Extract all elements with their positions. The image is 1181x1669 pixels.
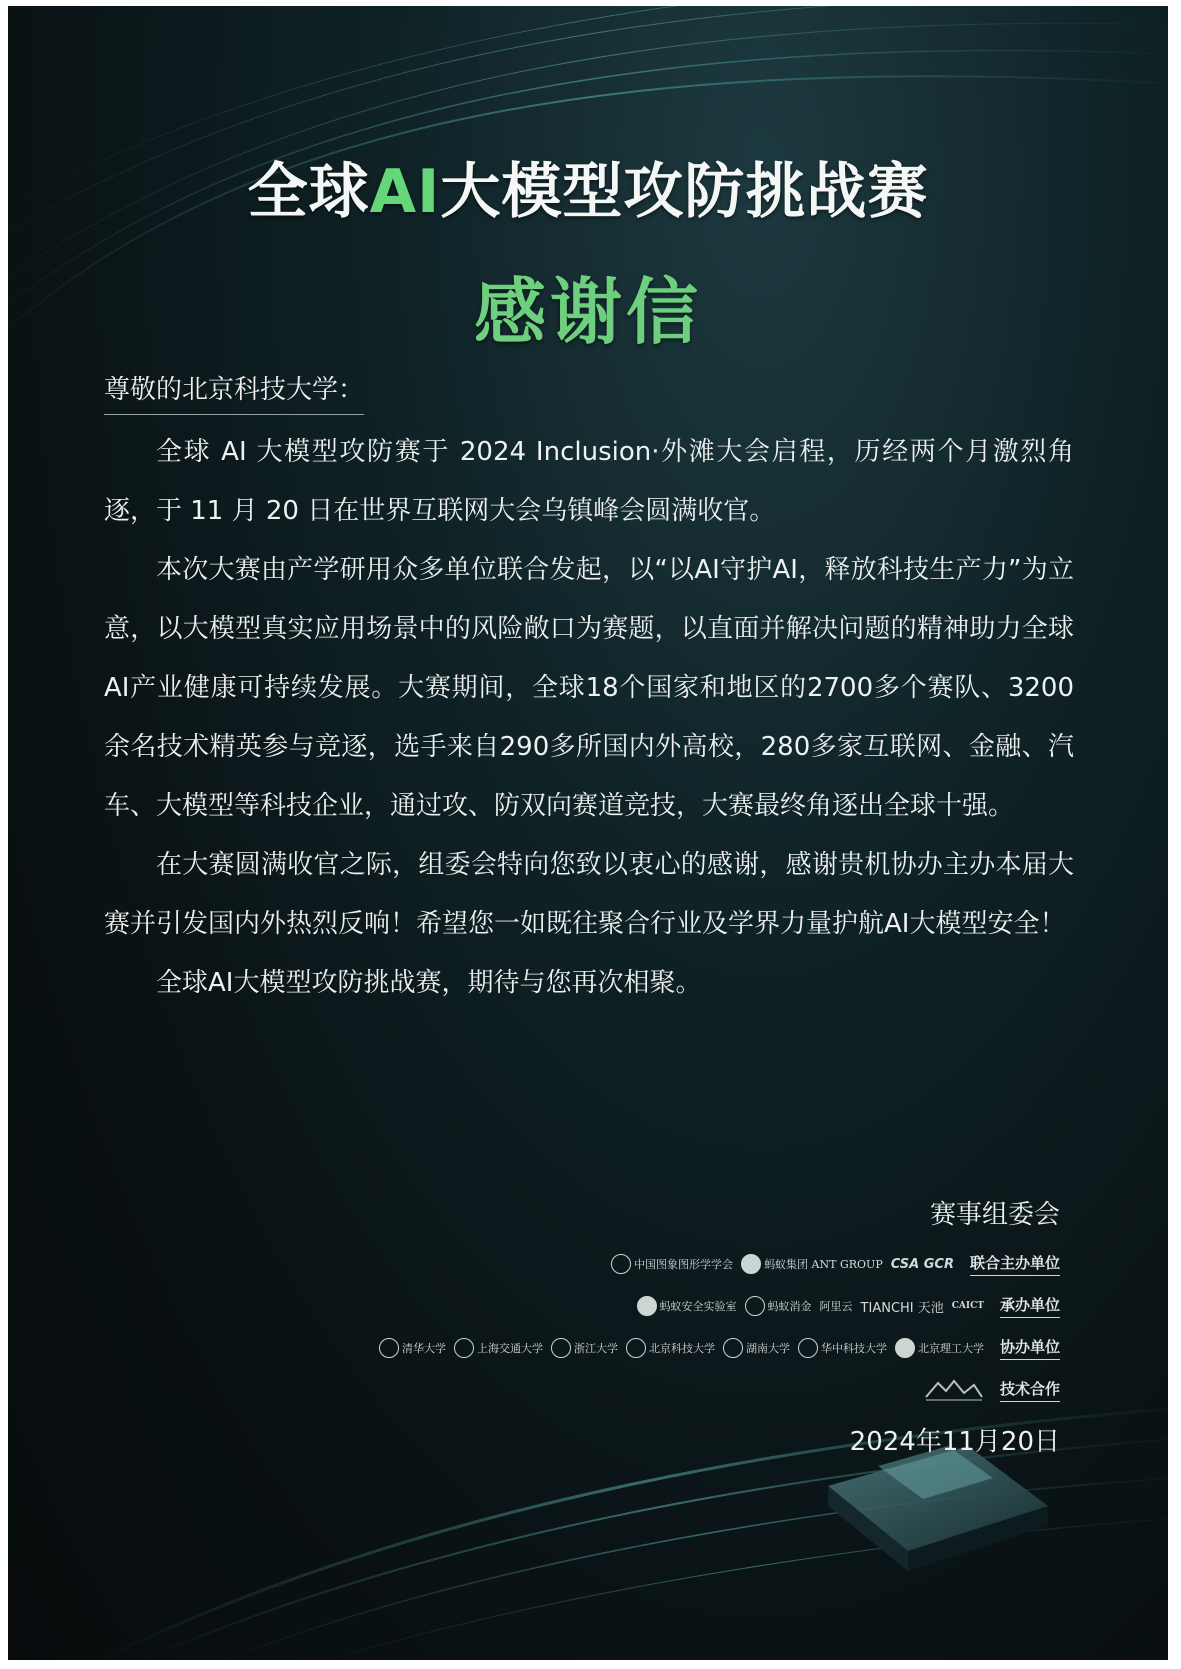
role-tech-partner: 技术合作	[1000, 1378, 1060, 1402]
bit-logo: 北京理工大学	[895, 1338, 984, 1358]
letter-body	[104, 361, 1074, 1013]
tech-partner-row	[300, 1371, 1060, 1409]
hnu-seal-icon	[723, 1338, 743, 1358]
bit-seal-icon	[895, 1338, 915, 1358]
csig-logo: 中国图象图形学学会	[611, 1254, 733, 1274]
role-co-host: 协办单位	[1000, 1336, 1060, 1360]
ustb-logo: 北京科技大学	[626, 1338, 715, 1358]
ustb-seal-icon	[626, 1338, 646, 1358]
thank-you-letter-poster	[8, 6, 1168, 1660]
tsinghua-logo: 清华大学	[379, 1338, 446, 1358]
title-ai: AI	[369, 157, 441, 227]
page-subtitle: 感谢信	[473, 270, 702, 354]
hust-seal-icon	[798, 1338, 818, 1358]
title-suffix: 大模型攻防挑战赛	[440, 157, 929, 227]
co-organizer-row	[300, 1245, 1060, 1283]
title-prefix: 全球	[247, 157, 370, 227]
salutation: 尊敬的北京科技大学：	[104, 372, 364, 415]
caict-logo: CAICT	[951, 1301, 984, 1311]
signature-block	[300, 1194, 1060, 1458]
zju-seal-icon	[551, 1338, 571, 1358]
tianchi-logo: TIANCHI 天池	[860, 1300, 944, 1316]
ant-security-lab-logo: 蚂蚁安全实验室	[637, 1296, 737, 1316]
organizer-name: 赛事组委会	[929, 1200, 1060, 1230]
paragraph-intro: 全球 AI 大模型攻防赛于 2024 Inclusion·外滩大会启程，历经两个月激烈角逐，于 11 月 20 日在世界互联网大会乌镇峰会圆满收官。	[104, 437, 1074, 526]
paragraph-closing: 全球AI大模型攻防挑战赛，期待与您再次相聚。	[156, 968, 702, 998]
paragraph-details: 本次大赛由产学研用众多单位联合发起，以“以AI守护AI，释放科技生产力”为立意，以大模型真实应用场景中的风险敞口为赛题，以直面并解决问题的精神助力全球AI产业健康可持续发展。大赛期间，全球18个国家和地区的2700多个赛队、3200余名技术精英参与竞逐，选手来自290多所国内外高校，280多家互联网、金融、汽车、大模型等科技企业，通过攻、防双向赛道竞技，大赛最终角逐出全球十强。	[104, 555, 1074, 821]
ant-security-lab-icon	[637, 1296, 657, 1316]
page-title	[8, 144, 1168, 230]
role-co-organizer: 联合主办单位	[970, 1252, 1060, 1276]
alibaba-cloud-logo: 阿里云	[819, 1300, 853, 1313]
ant-group-logo: 蚂蚁集团 ANT GROUP	[741, 1254, 883, 1274]
ai-chip-graphic	[828, 1446, 1048, 1571]
tech-partner-icon	[924, 1377, 984, 1403]
tsinghua-seal-icon	[379, 1338, 399, 1358]
tech-partner-logo	[924, 1377, 984, 1403]
csa-gcr-logo: CSA GCR	[890, 1256, 954, 1272]
host-row	[300, 1287, 1060, 1325]
hust-logo: 华中科技大学	[798, 1338, 887, 1358]
csig-seal-icon	[611, 1254, 631, 1274]
sjtu-logo: 上海交通大学	[454, 1338, 543, 1358]
ant-consumer-finance-logo: 蚂蚁消金	[745, 1296, 812, 1316]
letter-date: 2024年11月20日	[849, 1427, 1060, 1457]
paragraph-thanks: 在大赛圆满收官之际，组委会特向您致以衷心的感谢，感谢贵机协办主办本届大赛并引发国内外热烈反响！希望您一如既往聚合行业及学界力量护航AI大模型安全！	[104, 850, 1074, 939]
sjtu-seal-icon	[454, 1338, 474, 1358]
ant-consumer-finance-icon	[745, 1296, 765, 1316]
zju-logo: 浙江大学	[551, 1338, 618, 1358]
ant-group-icon	[741, 1254, 761, 1274]
co-host-row	[300, 1329, 1060, 1367]
role-host: 承办单位	[1000, 1294, 1060, 1318]
hnu-logo: 湖南大学	[723, 1338, 790, 1358]
